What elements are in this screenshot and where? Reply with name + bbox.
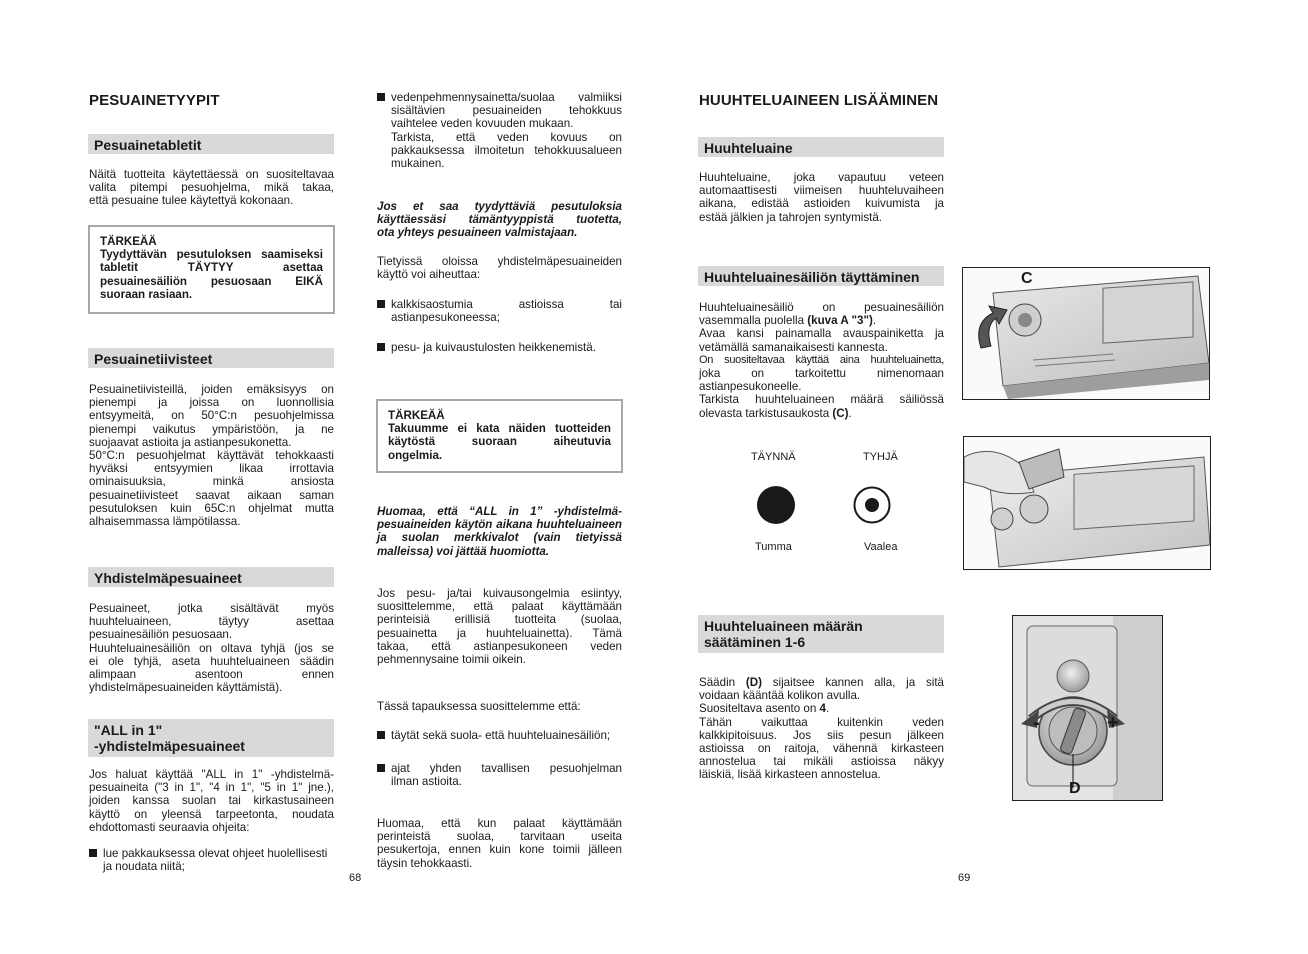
- mid-bullet-2: kalkkisaostumia astioissa tai astianpesukoneessa;: [377, 298, 622, 324]
- label-light: Vaalea: [864, 541, 898, 553]
- figure-c-label: C: [1021, 270, 1033, 287]
- bullet-square-icon: [377, 300, 385, 308]
- bullet-square-icon: [377, 343, 385, 351]
- label-dark: Tumma: [755, 541, 792, 553]
- bullet-square-icon: [377, 764, 385, 772]
- tabs-section-header: Pesuainetabletit: [88, 134, 334, 154]
- mid-text-2: Jos pesu- ja/tai kuivausongelmia esiintyy, suosittelemme, että palaat käyttämään perinteisiä erillisiä tuotteita (suolaa, pesuainetta ja huuhteluainetta). Tämä takaa, että astianpesukoneen veden pehmennysaine toimii oikein.: [377, 587, 622, 667]
- mid-italic-note-1: Jos et saa tyydyttäviä pesutuloksia käyttäessäsi tämäntyyppistä tuotetta, ota yhteys pesuaineen valmistajaan.: [377, 200, 622, 240]
- bullet-square-icon: [89, 849, 97, 857]
- mid-text-1: Tietyissä oloissa yhdistelmäpesuaineiden käyttö voi aiheuttaa:: [377, 255, 622, 282]
- concentrate-section-header: Pesuainetiivisteet: [88, 348, 334, 368]
- rinse-section-header: Huuhteluaine: [698, 137, 944, 157]
- label-full: TÄYNNÄ: [751, 451, 796, 463]
- allin1-bullet: lue pakkauksessa olevat ohjeet huolellisesti ja noudata niitä;: [89, 847, 334, 873]
- mid-text-3: Tässä tapauksessa suosittelemme että:: [377, 700, 581, 713]
- bullet-square-icon: [377, 731, 385, 739]
- fill-section-header: Huuhteluainesäiliön täyttäminen: [698, 266, 944, 286]
- mid-italic-note-2: Huomaa, että “ALL in 1” -yhdistelmä- pesuaineiden käytön aikana huuhteluaineen ja suolan merkkivalot (vain tietyissä malleissa) voi jättää huomiotta.: [377, 505, 622, 558]
- adjust-section-header: Huuhteluaineen määrän säätäminen 1-6: [698, 615, 944, 653]
- plus-icon: +: [1107, 712, 1119, 734]
- mid-bullet-3: pesu- ja kuivaustulosten heikkenemistä.: [377, 341, 622, 354]
- allin1-section-header: "ALL in 1" -yhdistelmäpesuaineet: [88, 719, 334, 757]
- combo-text: Pesuaineet, jotka sisältävät myös huuhteluaineen, täytyy asettaa pesuainesäiliön pesuosaan. Huuhteluainesäiliön on oltava tyhjä (jos se ei ole tyhjä, aseta huuhteluaineen säädin alimpaan asentoon ennen yhdistelmäpesuaineiden käyttämistä).: [89, 602, 334, 695]
- tabs-text: Näitä tuotteita käytettäessä on suositeltavaa valita pitempi pesuohjelma, mikä takaa, että pesuaine tulee käytettyä kokonaan.: [89, 168, 334, 208]
- minus-icon: -: [1033, 712, 1040, 734]
- figure-d-label: D: [1069, 780, 1081, 797]
- combo-section-header: Yhdistelmäpesuaineet: [88, 567, 334, 587]
- concentrate-text: Pesuainetiivisteillä, joiden emäksisyys on pienempi ja joissa on luonnollisia entsyymeitä, on 50°C:n pesuohjelmissa pienempi vaikutus ympäristöön, ja ne suojaavat astioita ja astianpesukonetta. 50°C:n pesuohjelmat käyttävät tehokkaasti hyväksi entsyymien likaa irrottavia ominaisuuksia, minkä ansiosta pesuainetiivisteet saavat aikaan saman pesutuloksen kuin 65C:n ohjelmat mutta alhaisemmassa lämpötilassa.: [89, 383, 334, 529]
- fill-text: Huuhteluainesäiliö on pesuainesäiliön vasemmalla puolella (kuva A "3"). Avaa kansi painamalla avauspainiketta ja vetämällä samanaikaisesti kannesta. On suositeltavaa käyttää aina huuhteluainetta, joka on tarkoitettu nimenomaan astianpesukoneelle. Tarkista huuhteluaineen määrä säiliössä olevasta tarkistusaukosta (C).: [699, 301, 944, 420]
- rinse-text: Huuhteluaine, joka vapautuu veteen automaattisesti viimeisen huuhteluvaiheen aikana, edistää astioiden kuivumista ja estää jälkien ja tahrojen syntymistä.: [699, 171, 944, 224]
- figure-adjuster-dial: [1012, 615, 1163, 801]
- page-number-left: 68: [349, 872, 362, 884]
- dial-illustration-icon: [1013, 616, 1162, 800]
- important-title: TÄRKEÄÄ: [100, 235, 157, 248]
- mid-bullet-1: vedenpehmennysainetta/suolaa valmiiksi sisältävien pesuaineiden tehokkuus vaihtelee veden kovuuden mukaan. Tarkista, että veden kovuus on pakkauksessa ilmoitetun tehokkuusalueen mukainen.: [377, 91, 622, 170]
- mid-bullet-4: täytät sekä suola- että huuhteluainesäiliön;: [377, 729, 622, 742]
- indicator-empty-icon: [851, 484, 893, 526]
- label-empty: TYHJÄ: [863, 451, 898, 463]
- left-page-title: PESUAINETYYPIT: [89, 92, 220, 109]
- mid-text-4: Huomaa, että kun palaat käyttämään perinteistä suolaa, tarvitaan useita pesukertoja, ennen kuin kone toimii jälleen täysin tehokkaasti.: [377, 817, 622, 870]
- bullet-square-icon: [377, 93, 385, 101]
- important-box-2: TÄRKEÄÄ Takuumme ei kata näiden tuotteiden käytöstä suoraan aiheutuvia ongelmia.: [376, 399, 623, 473]
- allin1-text: Jos haluat käyttää "ALL in 1" -yhdistelmä- pesuaineita ("3 in 1", "4 in 1", "5 in 1" jne.), joiden kanssa suolan tai kirkastusaineen käyttö on yleensä tarpeetonta, noudata ehdottomasti seuraavia ohjeita:: [89, 768, 334, 834]
- indicator-full-icon: [755, 484, 797, 526]
- mid-bullet-5: ajat yhden tavallisen pesuohjelman ilman astioita.: [377, 762, 622, 788]
- right-page-title: HUUHTELUAINEEN LISÄÄMINEN: [699, 92, 939, 109]
- pouring-illustration-icon: [964, 437, 1210, 569]
- figure-dispenser-refill: [962, 267, 1210, 400]
- page-number-right: 69: [958, 872, 971, 884]
- important-title: TÄRKEÄÄ: [388, 409, 445, 422]
- dispenser-illustration-icon: [963, 268, 1209, 399]
- important-box-1: TÄRKEÄÄ Tyydyttävän pesutuloksen saamiseksi tabletit TÄYTYY asettaa pesuainesäiliön pesuosaan EIKÄ suoraan rasiaan.: [88, 225, 335, 314]
- adjust-text: Säädin (D) sijaitsee kannen alla, ja sitä voidaan kääntää kolikon avulla. Suositeltava asento on 4. Tähän vaikuttaa kuitenkin veden kalkkipitoisuus. Jos siis pesun jälkeen astioissa on raitoja, vähennä kirkasteen annostelua tai mikäli astioissa näkyy läiskiä, lisää kirkasteen annostelua.: [699, 676, 944, 782]
- figure-dispenser-pouring: [963, 436, 1211, 570]
